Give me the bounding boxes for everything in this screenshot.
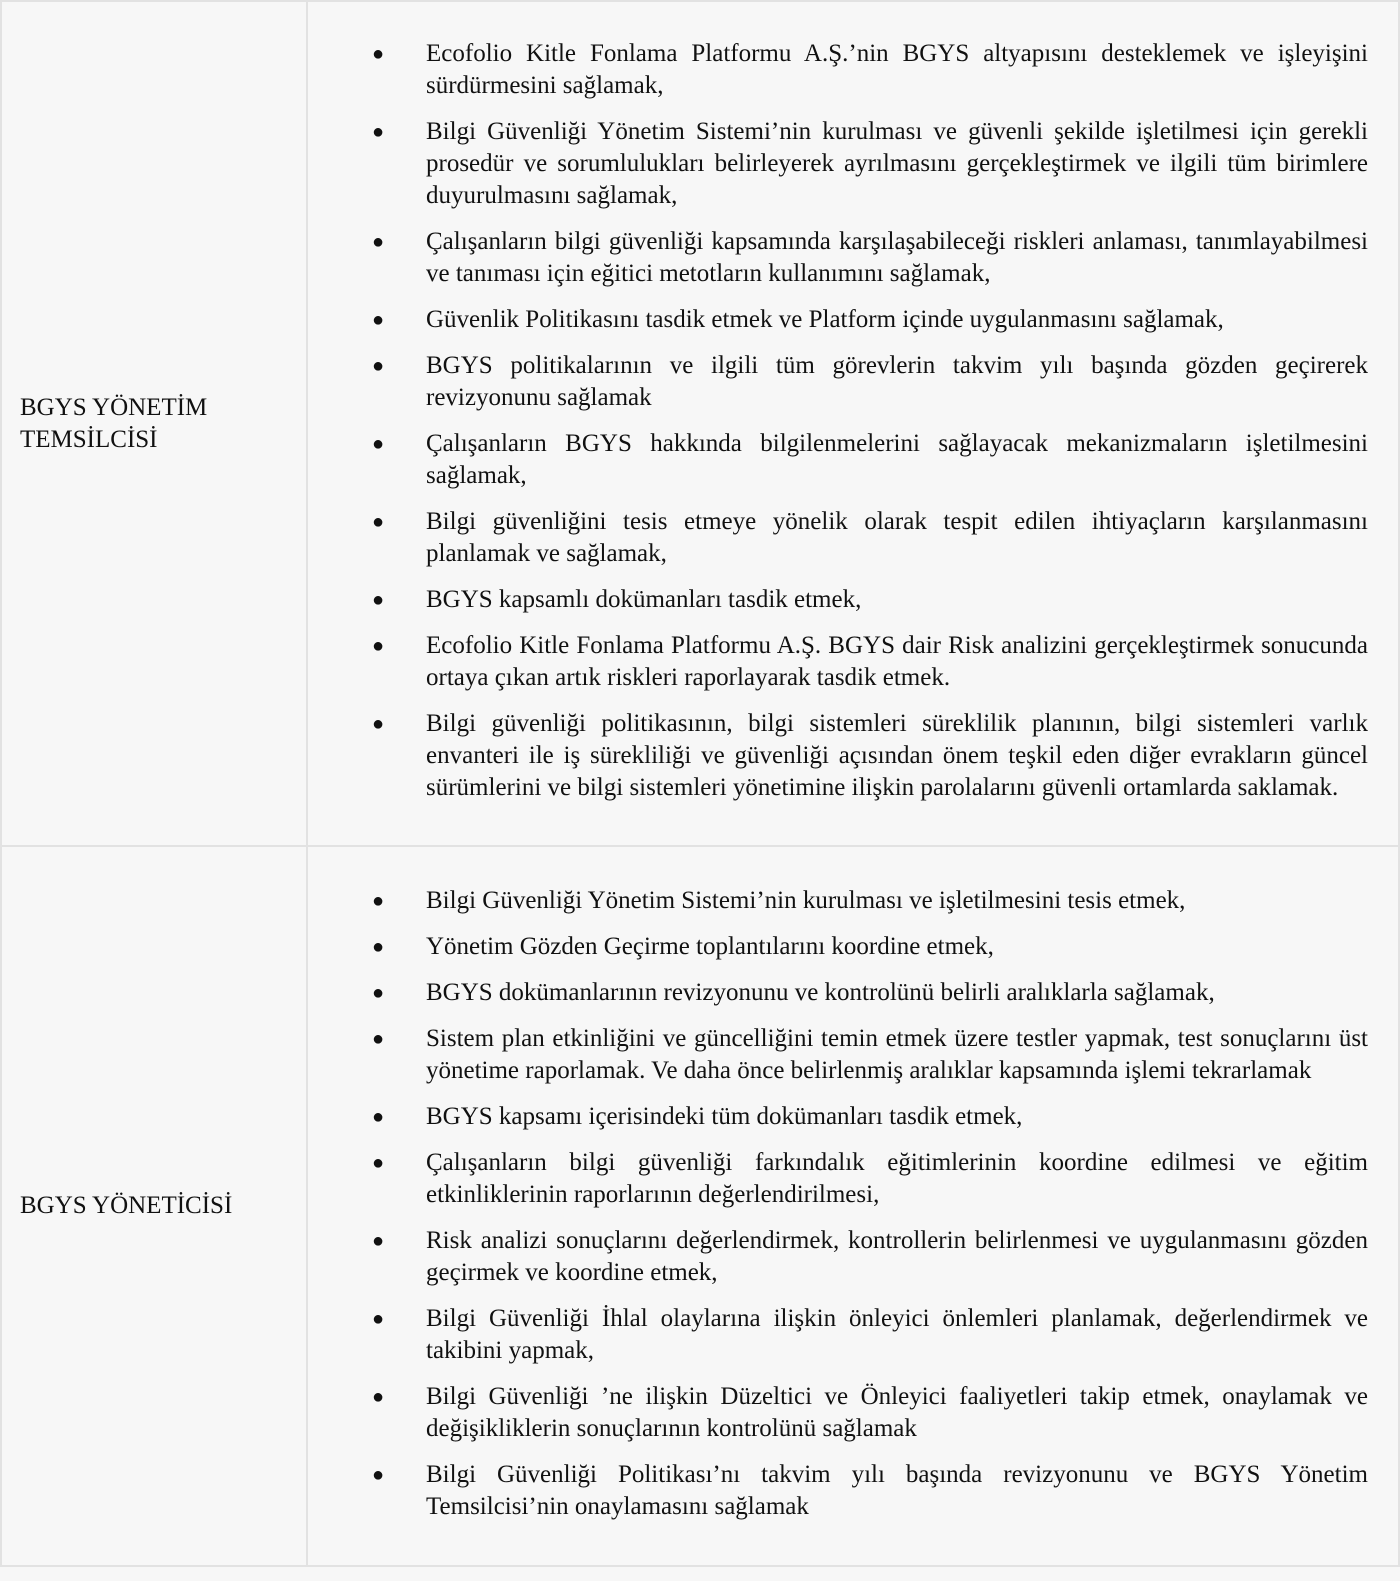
duty-item	[308, 350, 1368, 414]
duty-item	[308, 630, 1368, 694]
duty-text: Güvenlik Politikasını tasdik etmek ve Platform içinde uygulanmasını sağlamak,	[426, 306, 1224, 333]
role-cell	[1, 1, 307, 846]
duties-cell	[307, 846, 1399, 1566]
duty-list	[308, 864, 1398, 1549]
duty-item	[308, 1147, 1368, 1211]
bullet-icon: ●	[372, 43, 385, 65]
bullet-icon: ●	[372, 511, 385, 533]
duty-text: Ecofolio Kitle Fonlama Platformu A.Ş.’nin BGYS altyapısını desteklemek ve işleyişini sürdürmesini sağlamak,	[426, 40, 1368, 99]
duty-item	[308, 977, 1368, 1009]
bullet-icon: ●	[372, 121, 385, 143]
bullet-icon: ●	[372, 231, 385, 253]
bullet-icon: ●	[372, 1463, 385, 1486]
duty-item	[308, 428, 1368, 492]
bullet-icon: ●	[372, 1105, 385, 1128]
bullet-icon: ●	[372, 1151, 385, 1174]
duty-item	[308, 1023, 1368, 1087]
bullet-icon: ●	[372, 589, 385, 611]
duty-item	[308, 931, 1368, 963]
duty-item	[308, 1381, 1368, 1445]
bullet-icon: ●	[372, 981, 385, 1004]
duty-item	[308, 708, 1368, 804]
duty-item	[308, 304, 1368, 336]
duty-item	[308, 1459, 1368, 1523]
bullet-icon: ●	[372, 1385, 385, 1408]
role-title: BGYS YÖNETİCİSİ	[20, 1192, 233, 1219]
bullet-icon: ●	[372, 713, 385, 735]
duty-text: Bilgi Güvenliği Yönetim Sistemi’nin kurulması ve güvenli şekilde işletilmesi için gerekli prosedür ve sorumlulukları belirleyerek ayrılmasını gerçekleştirmek ve ilgili tüm birimlere duyurulmasını sağlamak,	[426, 118, 1368, 209]
duty-item	[308, 506, 1368, 570]
table-row	[1, 846, 1399, 1566]
duty-text: Bilgi Güvenliği ’ne ilişkin Düzeltici ve Önleyici faaliyetleri takip etmek, onaylamak ve değişikliklerin sonuçlarının kontrolünü sağlamak	[426, 1382, 1368, 1442]
duty-text: BGYS dokümanlarının revizyonunu ve kontrolünü belirli aralıklarla sağlamak,	[426, 978, 1215, 1006]
duty-item	[308, 38, 1368, 102]
bullet-icon: ●	[372, 1027, 385, 1050]
table-row	[1, 1, 1399, 846]
duty-item	[308, 116, 1368, 212]
bullet-icon: ●	[372, 635, 385, 657]
bullet-icon: ●	[372, 935, 385, 958]
duty-text: BGYS kapsamı içerisindeki tüm dokümanları tasdik etmek,	[426, 1102, 1023, 1130]
bullet-icon: ●	[372, 889, 385, 912]
duty-text: Bilgi Güvenliği Yönetim Sistemi’nin kurulması ve işletilmesini tesis etmek,	[426, 886, 1186, 914]
duty-item	[308, 584, 1368, 616]
duty-text: BGYS kapsamlı dokümanları tasdik etmek,	[426, 586, 862, 613]
duty-item	[308, 1303, 1368, 1367]
duty-text: Çalışanların BGYS hakkında bilgilenmelerini sağlayacak mekanizmaların işletilmesini sağlamak,	[426, 430, 1368, 489]
duty-text: Bilgi güvenliği politikasının, bilgi sistemleri süreklilik planının, bilgi sistemleri varlık envanteri ile iş sürekliliği ve güvenliği açısından önem teşkil eden diğer evrakların güncel sürümlerini ve bilgi sistemleri yönetimine ilişkin parolalarını güvenli ortamlarda saklamak.	[426, 710, 1368, 801]
duty-item	[308, 226, 1368, 290]
duty-text: Çalışanların bilgi güvenliği farkındalık eğitimlerinin koordine edilmesi ve eğitim etkinliklerinin raporlarının değerlendirilmesi,	[426, 1148, 1368, 1208]
duty-text: Bilgi Güvenliği Politikası’nı takvim yılı başında revizyonunu ve BGYS Yönetim Temsilcisi’nin onaylamasını sağlamak	[426, 1460, 1368, 1520]
duty-text: Çalışanların bilgi güvenliği kapsamında karşılaşabileceği riskleri anlaması, tanımlayabilmesi ve tanıması için eğitici metotların kullanımını sağlamak,	[426, 228, 1368, 287]
duties-cell	[307, 1, 1399, 846]
bullet-icon: ●	[372, 1229, 385, 1252]
duty-item	[308, 1101, 1368, 1133]
duty-item	[308, 1225, 1368, 1289]
role-title: BGYS YÖNETİM TEMSİLCİSİ	[20, 393, 208, 453]
duty-text: Yönetim Gözden Geçirme toplantılarını koordine etmek,	[426, 932, 994, 960]
duty-item	[308, 885, 1368, 917]
role-cell	[1, 846, 307, 1566]
duty-text: Bilgi güvenliğini tesis etmeye yönelik olarak tespit edilen ihtiyaçların karşılanmasını planlamak ve sağlamak,	[426, 508, 1368, 567]
bullet-icon: ●	[372, 1307, 385, 1330]
duty-list	[308, 17, 1398, 830]
duty-text: Ecofolio Kitle Fonlama Platformu A.Ş. BGYS dair Risk analizini gerçekleştirmek sonucunda ortaya çıkan artık riskleri raporlayarak tasdik etmek.	[426, 632, 1368, 691]
duty-text: Sistem plan etkinliğini ve güncelliğini temin etmek üzere testler yapmak, test sonuçlarını üst yönetime raporlamak. Ve daha önce belirlenmiş aralıklar kapsamında işlemi tekrarlamak	[426, 1024, 1368, 1084]
bullet-icon: ●	[372, 309, 385, 331]
duty-text: Bilgi Güvenliği İhlal olaylarına ilişkin önleyici önlemleri planlamak, değerlendirmek ve takibini yapmak,	[426, 1304, 1368, 1364]
bullet-icon: ●	[372, 355, 385, 377]
duty-text: BGYS politikalarının ve ilgili tüm görevlerin takvim yılı başında gözden geçirerek revizyonunu sağlamak	[426, 352, 1368, 411]
duty-text: Risk analizi sonuçlarını değerlendirmek, kontrollerin belirlenmesi ve uygulanmasını gözden geçirmek ve koordine etmek,	[426, 1226, 1368, 1286]
bullet-icon: ●	[372, 433, 385, 455]
